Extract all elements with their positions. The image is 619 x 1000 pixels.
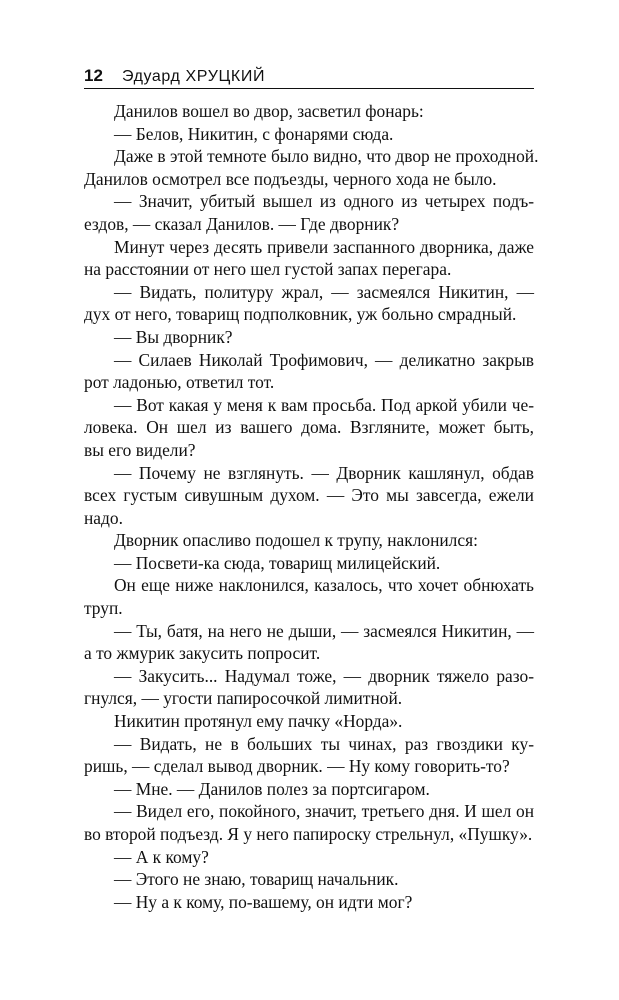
- text-line: — Ну а к кому, по-вашему, он идти мог?: [114, 891, 413, 912]
- text-line: Минут через десять привели заспанного дворника, даже: [114, 236, 534, 257]
- text-line: а то жмурик закусить попросит.: [84, 643, 321, 664]
- text-line: ловека. Он шел из вашего дома. Взгляните, может быть,: [84, 417, 534, 438]
- text-line: — Вот какая у меня к вам просьба. Под аркой убили че-: [114, 394, 534, 415]
- text-line: — Значит, убитый вышел из одного из четырех подъ-: [114, 191, 534, 212]
- running-head-author: Эдуард ХРУЦКИЙ: [122, 68, 266, 85]
- text-line: — Ты, батя, на него не дыши, — засмеялся Никитин, —: [114, 620, 534, 641]
- text-line: вы его видели?: [84, 439, 196, 460]
- text-line: — Закусить... Надумал тоже, — дворник тяжело разо-: [114, 665, 534, 686]
- body-text: [84, 100, 539, 913]
- text-line: — Мне. — Данилов полез за портсигаром.: [114, 778, 430, 799]
- text-line: Никитин протянул ему пачку «Норда».: [114, 711, 403, 732]
- text-line: — Силаев Николай Трофимович, — деликатно закрыв: [114, 349, 534, 370]
- page-number: 12: [84, 66, 103, 85]
- text-line: Дворник опасливо подошел к трупу, наклонился:: [114, 530, 478, 551]
- text-line: ездов, — сказал Данилов. — Где дворник?: [84, 213, 400, 234]
- text-line: труп.: [84, 598, 123, 619]
- text-line: Данилов вошел во двор, засветил фонарь:: [114, 101, 424, 121]
- text-line: — Посвети-ка сюда, товарищ милицейский.: [114, 552, 441, 573]
- text-line: гнулся, — угости папиросочкой лимитной.: [84, 688, 403, 709]
- text-line: — Этого не знаю, товарищ начальник.: [114, 869, 399, 890]
- text-line: — Видать, не в больших ты чинах, раз гвоздики ку-: [114, 733, 534, 754]
- text-line: всех густым сивушным духом. — Это мы завсегда, ежели: [84, 485, 534, 506]
- text-line: — Вы дворник?: [114, 326, 233, 347]
- text-line: Даже в этой темноте было видно, что двор не проходной.: [114, 146, 539, 167]
- text-line: рот ладонью, ответил тот.: [84, 372, 275, 393]
- text-line: дух от него, товарищ подполковник, уж больно смрадный.: [84, 304, 517, 325]
- text-line: Данилов осмотрел все подъезды, черного хода не было.: [84, 168, 497, 189]
- text-line: Он еще ниже наклонился, казалось, что хочет обнюхать: [114, 575, 534, 596]
- page-header: [84, 66, 534, 89]
- text-line: на расстоянии от него шел густой запах перегара.: [84, 259, 452, 280]
- text-line: надо.: [84, 507, 123, 528]
- text-line: ришь, — сделал вывод дворник. — Ну кому говорить-то?: [84, 756, 510, 777]
- text-line: — Видать, политуру жрал, — засмеялся Никитин, —: [114, 281, 534, 302]
- text-line: — Видел его, покойного, значит, третьего дня. И шел он: [114, 801, 534, 822]
- text-line: — Почему не взглянуть. — Дворник кашлянул, обдав: [114, 462, 534, 483]
- text-line: — Белов, Никитин, с фонарями сюда.: [114, 123, 394, 144]
- text-line: во второй подъезд. Я у него папироску стрельнул, «Пушку».: [84, 824, 533, 844]
- text-line: — А к кому?: [114, 846, 209, 867]
